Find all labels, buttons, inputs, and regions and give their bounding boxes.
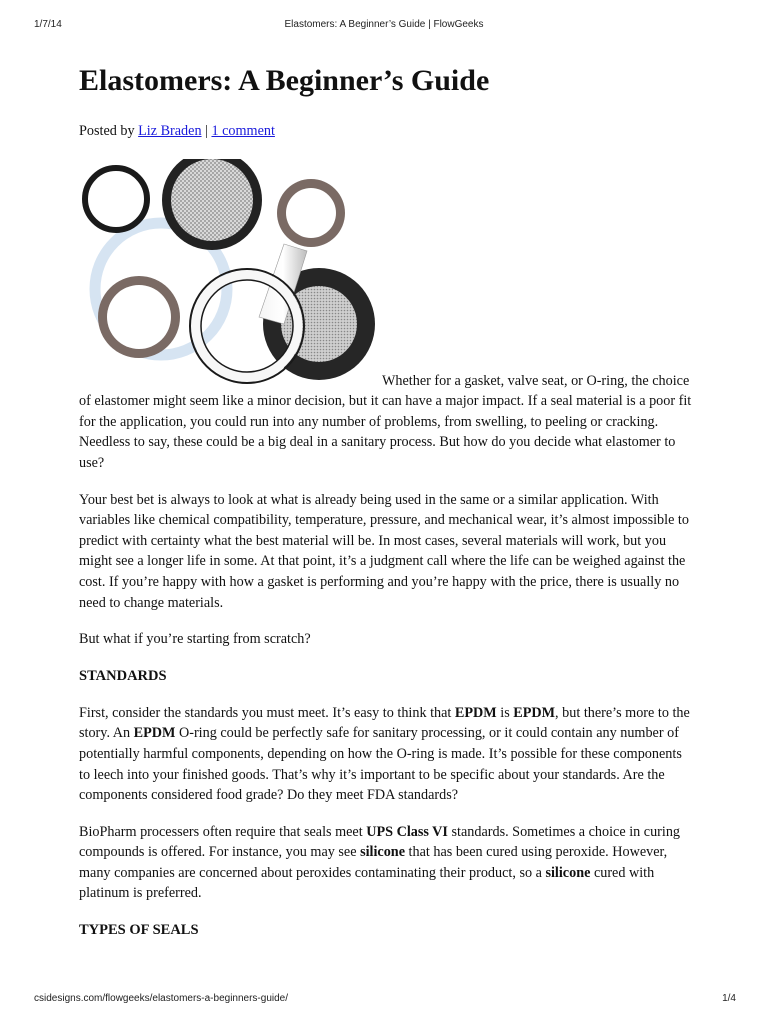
text-run: , but there’s more to the story. An — [79, 704, 690, 742]
figure-container — [79, 159, 693, 371]
author-link[interactable]: Liz Braden — [138, 123, 202, 139]
section-heading-standards: STANDARDS — [79, 667, 167, 684]
bold-term: EPDM — [133, 725, 176, 742]
byline-prefix: Posted by — [79, 123, 139, 139]
bold-term: silicone — [360, 844, 405, 861]
text-run: BioPharm processers often require that seals meet — [79, 823, 367, 840]
text-run: that has been cured using peroxide. However, many companies are concerned about peroxides contaminating their product, so a — [79, 844, 668, 881]
text-run: First, consider the standards you must meet. It’s easy to think that — [79, 704, 455, 721]
page-number: 1/4 — [722, 993, 736, 1004]
byline — [79, 121, 693, 142]
bold-term: EPDM — [513, 704, 556, 721]
paragraph-biopharm — [79, 822, 693, 904]
paragraph-intro: Whether for a gasket, valve seat, or O-ring, the choice of elastomer might seem like a minor decision, but it can have a major impact. If a seal material is a poor fit for the application, you could run into any number of problems, from swelling, to peeling or cracking. Needless to say, these could be a big deal in a sanitary process. But how do you decide what elastomer to use? — [79, 372, 692, 471]
article — [79, 56, 693, 957]
seals-gaskets-image — [79, 159, 379, 389]
print-page-title: Elastomers: A Beginner’s Guide | FlowGeeks — [284, 19, 484, 30]
paragraph-best-bet: Your best bet is always to look at what is already being used in the same or a similar application. With variables like chemical compatibility, temperature, pressure, and mechanical wear, it’s almost impossible to predict with certainty what the best material will be. In most cases, several materials will work, but you might see a longer life in some. At that point, it’s a judgment call where the life can be weighed against the cost. If you’re happy with how a gasket is performing and you’re happy with the price, there is usually no need to change materials. — [79, 491, 689, 611]
bold-term: silicone — [545, 864, 591, 881]
paragraph-scratch: But what if you’re starting from scratch? — [79, 631, 311, 648]
print-date: 1/7/14 — [34, 19, 62, 30]
bold-term: EPDM — [454, 704, 497, 721]
print-url: csidesigns.com/flowgeeks/elastomers-a-beginners-guide/ — [34, 993, 289, 1004]
paragraph-standards — [79, 703, 693, 806]
text-run: O-ring could be perfectly safe for sanitary processing, or it could contain any number of potentially harmful components, depending on how the O-ring is made. It’s possible for these components to leech into your finished goods. That’s why it’s important to be specific about your standards. Are the components considered food grade? Do they meet FDA standards? — [79, 725, 682, 804]
text-run: standards. Sometimes a choice in curing compounds is offered. For instance, you may see — [79, 823, 681, 861]
section-heading-types-of-seals: TYPES OF SEALS — [79, 922, 199, 939]
article-title: Elastomers: A Beginner’s Guide — [79, 64, 490, 97]
comments-link[interactable]: 1 comment — [211, 123, 275, 139]
bold-term: UPS Class VI — [366, 823, 448, 840]
byline-separator: | — [201, 123, 212, 139]
text-run: cured with platinum is preferred. — [79, 864, 655, 902]
black-oring — [85, 168, 147, 230]
text-run: is — [496, 704, 514, 721]
